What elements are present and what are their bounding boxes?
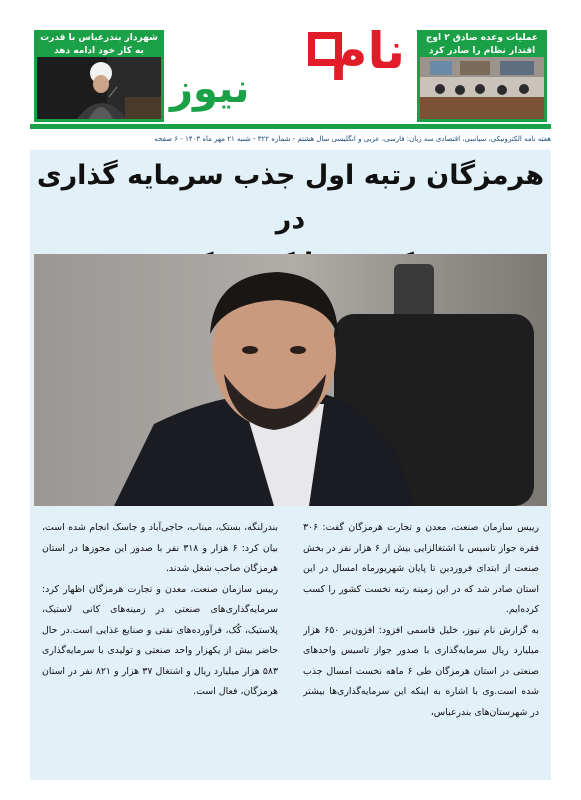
article-column-right	[303, 518, 539, 776]
meeting-photo	[420, 57, 544, 119]
paragraph-4: رییس سازمان صنعت، معدن و تجارت هرمزگان اظهار کرد: سرمایه‌گذاری‌های صنعتی در زمینه‌های کانی لاستیک، پلاستیک، کُک، فرآورده‌های نفتی و صنایع غذایی است.در حال حاضر بیش از یکهزار واحد صنعتی و تولیدی با سرمایه‌گذاری ۵۸۳ هزار میلیارد ریال و اشتغال ۳۷ هزار و ۸۲۱ نفر در استان هرمزگان، فعال است.	[42, 583, 278, 697]
masthead	[30, 22, 551, 150]
newspaper-page	[30, 22, 551, 780]
nam-news-logo[interactable]	[170, 22, 411, 120]
cleric-photo-graphic	[37, 57, 161, 119]
official-portrait-photo	[34, 254, 547, 506]
portrait-graphic	[34, 254, 547, 506]
masthead-divider	[30, 124, 551, 129]
right-news-caption: عملیات وعده صادق ۲ اوج اقتدار نظام را صادر کرد	[425, 33, 539, 56]
paragraph-1: رییس سازمان صنعت، معدن و تجارت هرمزگان گفت: ۳۰۶ فقره جواز تاسیس با اشتغالزایی بیش از ۶ هزار نفر در بخش صنعت از ابتدای فروردین تا پایان شهریورماه امسال در این استان صادر شد که در این زمینه رتبه نخست کشور را کسب کرده‌ایم.	[303, 522, 539, 615]
left-news-box[interactable]	[34, 30, 164, 122]
left-news-caption: شهردار بندرعباس با قدرت به کار خود ادامه دهد	[40, 33, 158, 56]
meeting-photo-graphic	[420, 57, 544, 119]
right-news-box[interactable]	[417, 30, 547, 122]
article-column-left	[42, 518, 278, 776]
issue-info: هفته نامه الکترونیکی، سیاسی، اقتصادی سه زبان: فارسی، عربی و انگلیسی سال هشتم - شماره ۳۲۲ - شنبه ۲۱ مهر ماه ۱۴۰۳ - ۶ صفحه	[154, 135, 551, 143]
article-headline[interactable]	[30, 154, 551, 246]
cleric-speaker-photo	[37, 57, 161, 119]
headline-line-1: هرمزگان رتبه اول جذب سرمایه گذاری در	[36, 160, 545, 235]
paragraph-2: به گزارش نام نیوز، خلیل قاسمی افزود: افزون‌بر ۶۵۰ هزار میلیارد ریال سرمایه‌گذاری با صدور جواز تاسیس واحدهای صنعتی در استان هرمزگان طی ۶ ماهه نخست امسال جذب شده است.وی با اشاره به اینکه این سرمایه‌گذاری‌ها بیشتر در شهرستان‌های بندرعباس،	[303, 624, 539, 718]
logo-text-nam: نام	[330, 22, 405, 80]
logo-text-news: نیوز	[170, 66, 250, 112]
paragraph-3: بندرلنگه، بستک، میناب، حاجی‌آباد و جاسک انجام شده است، بیان کرد: ۶ هزار و ۳۱۸ نفر با صدور این مجوزها در استان هرمزگان صاحب شغل شدند.	[42, 522, 278, 574]
